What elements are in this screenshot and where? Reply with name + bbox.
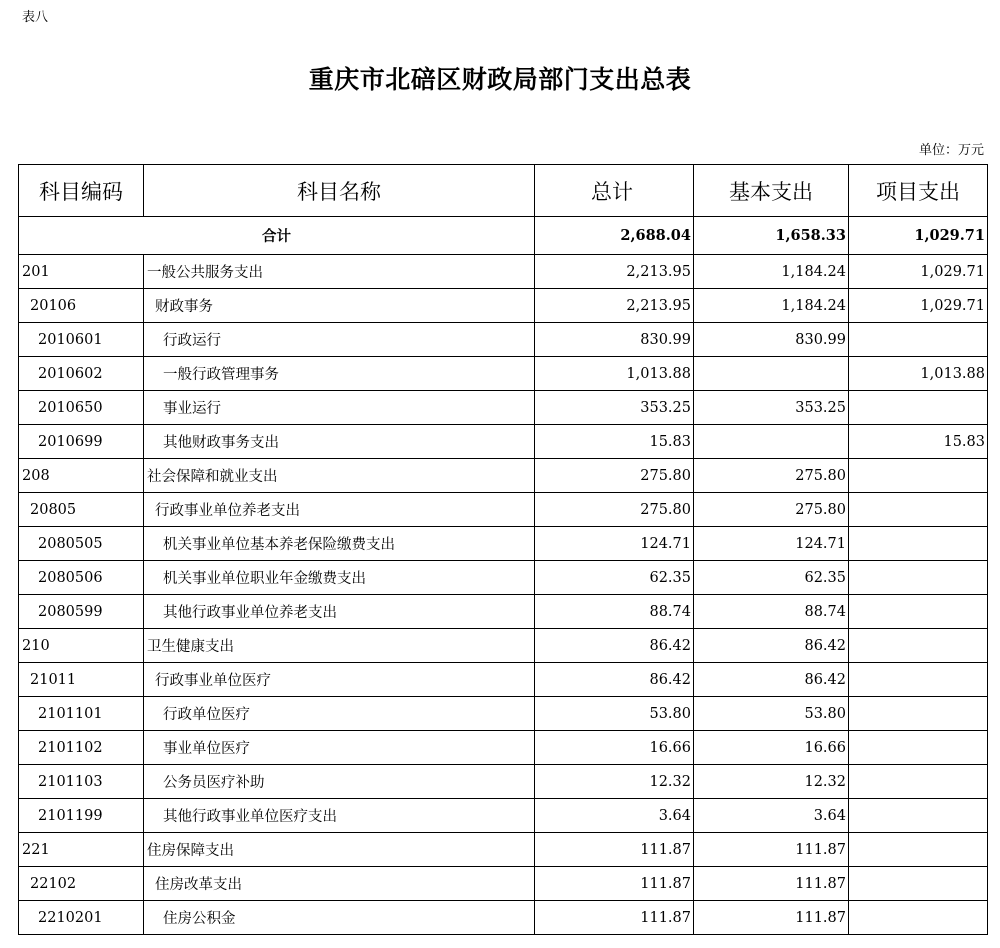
row-basic: 1,184.24 <box>694 289 849 323</box>
row-code: 2080599 <box>19 595 144 629</box>
row-project <box>849 629 988 663</box>
row-total: 353.25 <box>535 391 694 425</box>
row-name: 一般行政管理事务 <box>144 357 535 391</box>
row-name: 一般公共服务支出 <box>144 255 535 289</box>
total-basic: 1,658.33 <box>694 217 849 255</box>
row-code: 21011 <box>19 663 144 697</box>
row-project <box>849 595 988 629</box>
row-basic: 124.71 <box>694 527 849 561</box>
row-code: 210 <box>19 629 144 663</box>
row-basic <box>694 425 849 459</box>
row-name: 住房保障支出 <box>144 833 535 867</box>
row-code: 2010699 <box>19 425 144 459</box>
row-name: 公务员医疗补助 <box>144 765 535 799</box>
row-name: 其他行政事业单位医疗支出 <box>144 799 535 833</box>
row-code: 2101199 <box>19 799 144 833</box>
page-title: 重庆市北碚区财政局部门支出总表 <box>308 65 692 94</box>
row-basic: 111.87 <box>694 901 849 935</box>
row-project <box>849 323 988 357</box>
table-row <box>19 459 988 493</box>
row-name: 行政单位医疗 <box>144 697 535 731</box>
row-basic: 86.42 <box>694 629 849 663</box>
table-row <box>19 697 988 731</box>
row-name: 住房改革支出 <box>144 867 535 901</box>
row-code: 2080506 <box>19 561 144 595</box>
row-project <box>849 901 988 935</box>
row-total: 124.71 <box>535 527 694 561</box>
row-name: 机关事业单位基本养老保险缴费支出 <box>144 527 535 561</box>
table-row <box>19 765 988 799</box>
row-code: 2010650 <box>19 391 144 425</box>
row-project <box>849 561 988 595</box>
row-basic: 12.32 <box>694 765 849 799</box>
row-project <box>849 697 988 731</box>
row-basic: 1,184.24 <box>694 255 849 289</box>
row-basic: 86.42 <box>694 663 849 697</box>
row-code: 2010601 <box>19 323 144 357</box>
row-basic: 111.87 <box>694 867 849 901</box>
row-basic: 16.66 <box>694 731 849 765</box>
table-row <box>19 255 988 289</box>
row-name: 其他行政事业单位养老支出 <box>144 595 535 629</box>
row-project <box>849 493 988 527</box>
total-project: 1,029.71 <box>849 217 988 255</box>
table-row <box>19 323 988 357</box>
row-code: 22102 <box>19 867 144 901</box>
row-basic: 830.99 <box>694 323 849 357</box>
row-total: 275.80 <box>535 493 694 527</box>
row-code: 221 <box>19 833 144 867</box>
header-total: 总计 <box>535 165 694 217</box>
row-code: 201 <box>19 255 144 289</box>
table-row <box>19 391 988 425</box>
row-code: 2101102 <box>19 731 144 765</box>
row-basic: 275.80 <box>694 493 849 527</box>
row-name: 财政事务 <box>144 289 535 323</box>
table-row <box>19 901 988 935</box>
row-project <box>849 731 988 765</box>
table-row <box>19 595 988 629</box>
row-code: 2101103 <box>19 765 144 799</box>
row-name: 行政事业单位医疗 <box>144 663 535 697</box>
row-project <box>849 527 988 561</box>
row-total: 86.42 <box>535 663 694 697</box>
row-code: 2010602 <box>19 357 144 391</box>
row-total: 53.80 <box>535 697 694 731</box>
header-row <box>19 165 988 217</box>
row-code: 20106 <box>19 289 144 323</box>
row-basic: 62.35 <box>694 561 849 595</box>
header-project: 项目支出 <box>849 165 988 217</box>
total-label: 合计 <box>19 217 535 255</box>
row-total: 275.80 <box>535 459 694 493</box>
row-code: 2210201 <box>19 901 144 935</box>
row-project: 1,029.71 <box>849 289 988 323</box>
header-basic: 基本支出 <box>694 165 849 217</box>
row-name: 行政运行 <box>144 323 535 357</box>
row-basic: 53.80 <box>694 697 849 731</box>
row-total: 86.42 <box>535 629 694 663</box>
row-code: 208 <box>19 459 144 493</box>
row-total: 3.64 <box>535 799 694 833</box>
table-row <box>19 731 988 765</box>
table-row <box>19 663 988 697</box>
table-row <box>19 867 988 901</box>
table-row <box>19 833 988 867</box>
row-name: 住房公积金 <box>144 901 535 935</box>
row-name: 其他财政事务支出 <box>144 425 535 459</box>
row-code: 20805 <box>19 493 144 527</box>
table-row <box>19 493 988 527</box>
row-project: 15.83 <box>849 425 988 459</box>
row-project: 1,029.71 <box>849 255 988 289</box>
total-amount: 2,688.04 <box>535 217 694 255</box>
row-basic: 88.74 <box>694 595 849 629</box>
table-row <box>19 425 988 459</box>
row-name: 事业单位医疗 <box>144 731 535 765</box>
row-basic: 353.25 <box>694 391 849 425</box>
row-total: 1,013.88 <box>535 357 694 391</box>
row-total: 16.66 <box>535 731 694 765</box>
row-basic: 111.87 <box>694 833 849 867</box>
header-name: 科目名称 <box>144 165 535 217</box>
row-total: 15.83 <box>535 425 694 459</box>
table-row <box>19 527 988 561</box>
header-code: 科目编码 <box>19 165 144 217</box>
row-total: 111.87 <box>535 901 694 935</box>
row-total: 12.32 <box>535 765 694 799</box>
row-total: 2,213.95 <box>535 289 694 323</box>
row-project <box>849 867 988 901</box>
row-name: 机关事业单位职业年金缴费支出 <box>144 561 535 595</box>
row-basic: 3.64 <box>694 799 849 833</box>
row-total: 88.74 <box>535 595 694 629</box>
row-name: 行政事业单位养老支出 <box>144 493 535 527</box>
row-project <box>849 765 988 799</box>
table-row <box>19 629 988 663</box>
row-total: 111.87 <box>535 833 694 867</box>
row-project <box>849 391 988 425</box>
table-row <box>19 289 988 323</box>
row-project: 1,013.88 <box>849 357 988 391</box>
row-basic: 275.80 <box>694 459 849 493</box>
row-name: 卫生健康支出 <box>144 629 535 663</box>
row-project <box>849 799 988 833</box>
row-basic <box>694 357 849 391</box>
row-total: 62.35 <box>535 561 694 595</box>
row-total: 2,213.95 <box>535 255 694 289</box>
total-row <box>19 217 988 255</box>
row-project <box>849 459 988 493</box>
table-row <box>19 561 988 595</box>
table-row <box>19 799 988 833</box>
row-name: 事业运行 <box>144 391 535 425</box>
row-total: 111.87 <box>535 867 694 901</box>
expenditure-table <box>18 164 988 935</box>
unit-label: 单位：万元 <box>918 143 984 158</box>
row-total: 830.99 <box>535 323 694 357</box>
row-project <box>849 833 988 867</box>
row-name: 社会保障和就业支出 <box>144 459 535 493</box>
row-code: 2101101 <box>19 697 144 731</box>
row-code: 2080505 <box>19 527 144 561</box>
row-project <box>849 663 988 697</box>
table-number: 表八 <box>22 10 49 25</box>
table-row <box>19 357 988 391</box>
